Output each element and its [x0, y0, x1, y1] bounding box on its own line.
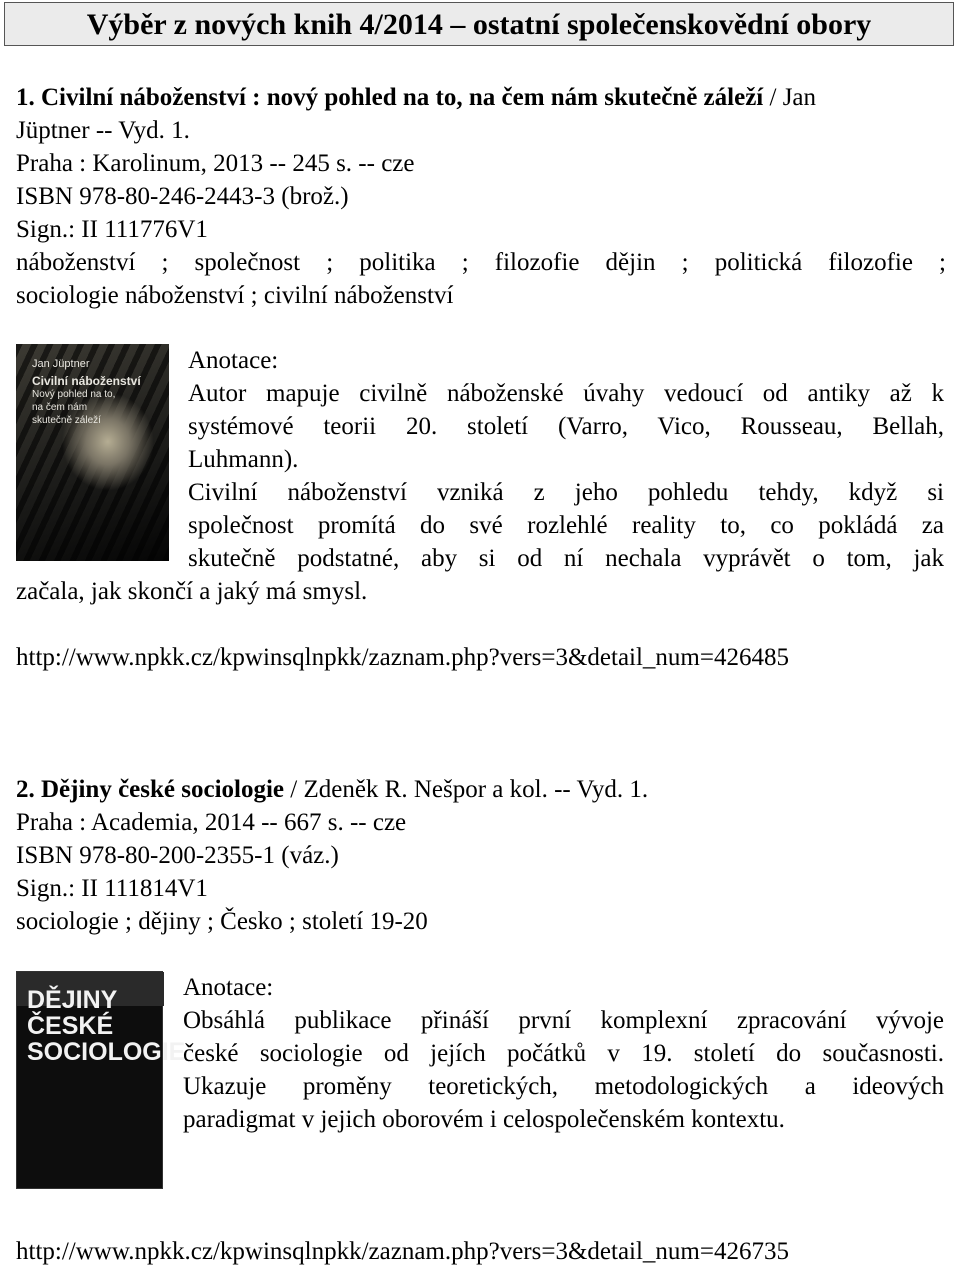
- book-1-annotation-line-5: společnost promítá do své rozlehlé reality to, co pokládá za: [188, 512, 944, 539]
- book-1-cover-image: [16, 344, 169, 561]
- book-2-annotation-label: Anotace:: [183, 974, 274, 1001]
- book-1-keywords-2: sociologie náboženství ; civilní náboženství: [16, 282, 454, 309]
- book-1-number: 1.: [16, 84, 35, 111]
- book-1-author: / Jan: [763, 84, 817, 111]
- book-2-author: / Zdeněk R. Nešpor a kol. -- Vyd. 1.: [284, 776, 649, 803]
- book-1-publisher: Praha : Karolinum, 2013 -- 245 s. -- cze: [16, 150, 415, 177]
- cover-subtitle-1: Nový pohled na to,: [32, 389, 116, 400]
- book-1-annotation-line-2: systémové teorii 20. století (Varro, Vico, Rousseau, Bellah,: [188, 413, 944, 440]
- page-title: Výběr z nových knih 4/2014 – ostatní společenskovědní obory: [4, 2, 954, 46]
- book-2-annotation-line-2: české sociologie od jejích počátků v 19. století do současnosti.: [183, 1040, 944, 1067]
- cover-title: Civilní náboženství: [32, 374, 141, 388]
- book-1-annotation-label: Anotace:: [188, 347, 279, 374]
- book-1-annotation-line-3: Luhmann).: [188, 446, 299, 473]
- book-2-keywords: sociologie ; dějiny ; Česko ; století 19-20: [16, 908, 428, 935]
- cover-title-3: SOCIOLOGIE: [27, 1038, 186, 1066]
- book-2-cover-image: [16, 971, 186, 1189]
- cover-subtitle-2: na čem nám: [32, 402, 88, 413]
- book-1-annotation-line-7: začala, jak skončí a jaký má smysl.: [16, 578, 368, 605]
- book-2-annotation-line-3: Ukazuje proměny teoretických, metodologických a ideových: [183, 1073, 944, 1100]
- book-2-isbn: ISBN 978-80-200-2355-1 (váz.): [16, 842, 339, 869]
- book-1-title-line: [16, 81, 946, 114]
- book-1-sign: Sign.: II 111776V1: [16, 216, 208, 243]
- book-2-number: 2.: [16, 776, 35, 803]
- book-2-title: Dějiny české sociologie: [41, 776, 285, 803]
- book-2-title-line: [16, 773, 946, 806]
- book-1-url-link[interactable]: http://www.npkk.cz/kpwinsqlnpkk/zaznam.php?vers=3&detail_num=426485: [16, 644, 789, 671]
- book-1-edition: Jüptner -- Vyd. 1.: [16, 117, 190, 144]
- book-2-sign: Sign.: II 111814V1: [16, 875, 208, 902]
- book-1-annotation-line-4: Civilní náboženství vzniká z jeho pohledu tehdy, když si: [188, 479, 944, 506]
- book-1-title: Civilní náboženství : nový pohled na to, na čem nám skutečně záleží: [41, 84, 764, 111]
- book-1-isbn: ISBN 978-80-246-2443-3 (brož.): [16, 183, 349, 210]
- book-1-annotation-line-1: Autor mapuje civilně náboženské úvahy vedoucí od antiky až k: [188, 380, 944, 407]
- book-1-keywords: náboženství ; společnost ; politika ; filozofie dějin ; politická filozofie ;: [16, 249, 946, 276]
- book-2-annotation-line-1: Obsáhlá publikace přináší první komplexní zpracování vývoje: [183, 1007, 944, 1034]
- cover-title-2: ČESKÉ: [27, 1012, 114, 1040]
- book-2-annotation-line-4: paradigmat v jejich oborovém i celospolečenském kontextu.: [183, 1106, 785, 1133]
- cover-author: Jan Jüptner: [32, 358, 90, 370]
- book-2-url-link[interactable]: http://www.npkk.cz/kpwinsqlnpkk/zaznam.php?vers=3&detail_num=426735: [16, 1238, 789, 1265]
- cover-subtitle-3: skutečně záleží: [32, 415, 101, 426]
- book-1-annotation-line-6: skutečně podstatné, aby si od ní nechala vyprávět o tom, jak: [188, 545, 944, 572]
- cover-title-1: DĚJINY: [27, 986, 118, 1014]
- book-2-publisher: Praha : Academia, 2014 -- 667 s. -- cze: [16, 809, 407, 836]
